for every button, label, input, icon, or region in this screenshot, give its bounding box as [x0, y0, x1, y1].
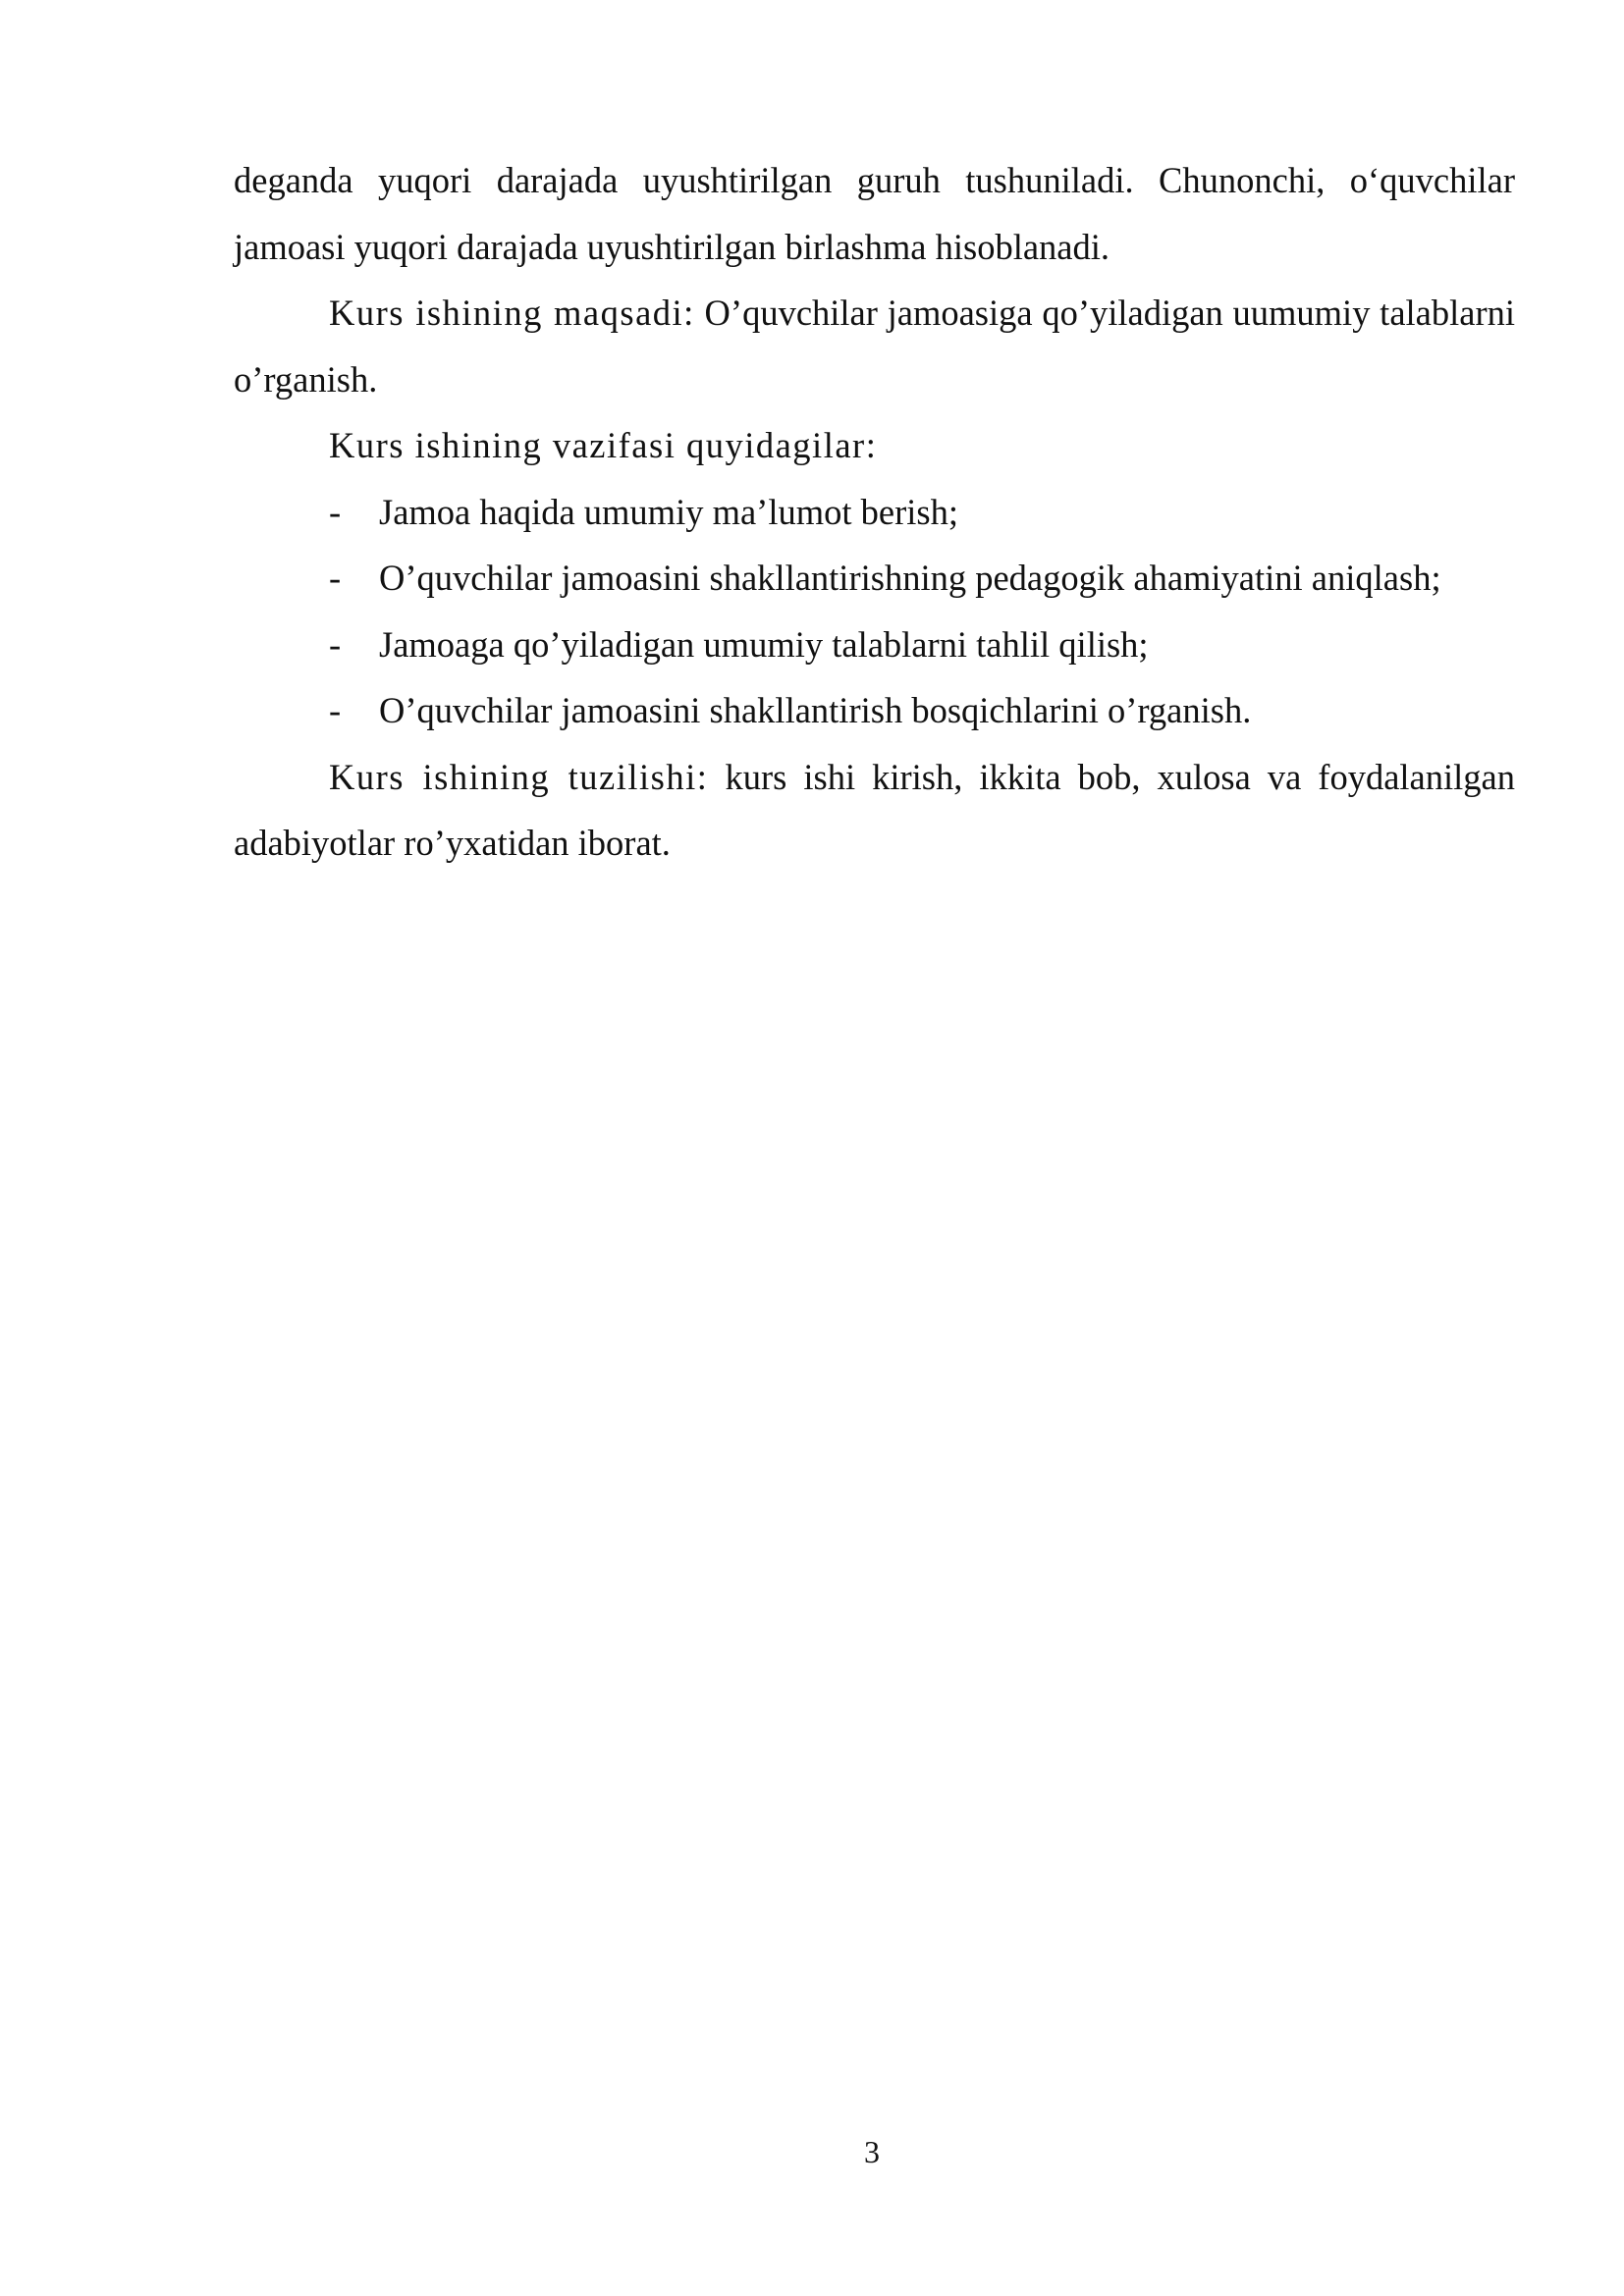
list-item-text: Jamoaga qo’yiladigan umumiy talablarni tahlil qilish; [379, 623, 1149, 665]
list-item [234, 612, 1515, 678]
structure-text: kurs ishi kirish, ikkita bob, xulosa va foydalanilgan adabiyotlar ro’yxatidan iborat. [234, 756, 1515, 863]
list-dash: - [329, 558, 342, 598]
structure-paragraph [234, 744, 1515, 877]
list-dash: - [329, 491, 342, 532]
tasks-heading [234, 412, 1515, 479]
goal-label: Kurs ishining maqsadi: [329, 293, 695, 333]
list-dash: - [329, 623, 342, 665]
intro-paragraph: deganda yuqori darajada uyushtirilgan guruh tushuniladi. Chunonchi, o‘quvchilar jamoasi yuqori darajada uyushtirilgan birlashma hisoblanadi. [234, 160, 1515, 267]
list-item-text: Jamoa haqida umumiy ma’lumot berish; [379, 491, 958, 532]
goal-text: O’quvchilar jamoasiga qo’yiladigan uumumiy talablarni o’rganish. [234, 293, 1515, 400]
goal-paragraph [234, 280, 1515, 412]
list-dash: - [329, 690, 342, 730]
tasks-label: Kurs ishining vazifasi quyidagilar: [329, 425, 878, 465]
body-text [234, 147, 1515, 877]
list-item [234, 545, 1515, 612]
list-item [234, 677, 1515, 744]
list-item-text: O’quvchilar jamoasini shakllantirish bosqichlarini o’rganish. [379, 690, 1252, 730]
list-item-text: O’quvchilar jamoasini shakllantirishning pedagogik ahamiyatini aniqlash; [379, 558, 1441, 598]
tasks-list [234, 479, 1515, 744]
page-number: 3 [864, 2134, 880, 2169]
structure-label: Kurs ishining tuzilishi: [329, 756, 709, 797]
list-item [234, 479, 1515, 546]
